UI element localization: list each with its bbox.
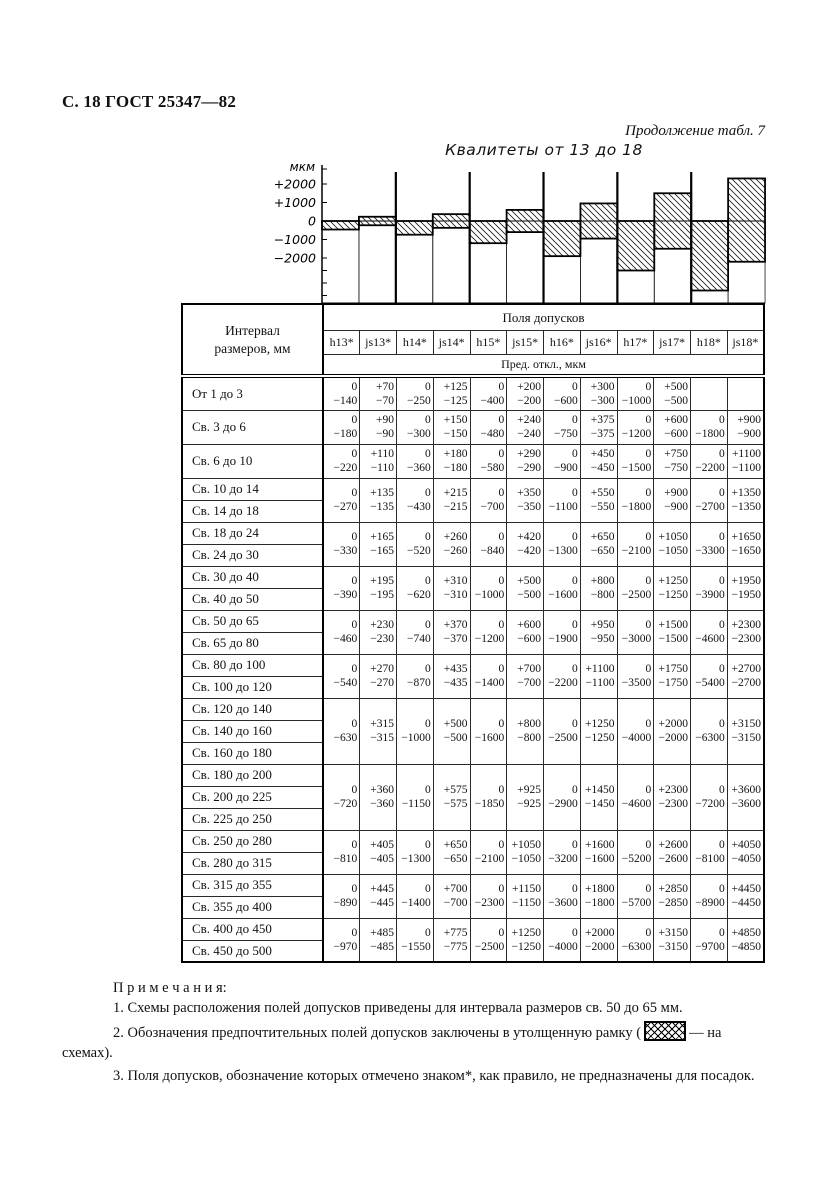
interval-cell: Св. 450 до 500 — [182, 940, 323, 962]
tolerance-zones-chart — [260, 157, 768, 307]
value-cell-h15: 0 −1200 — [470, 610, 507, 654]
tolerance-zone-js18 — [728, 178, 765, 261]
value-cell-h15: 0 −2300 — [470, 874, 507, 918]
interval-cell: Св. 18 до 24 — [182, 522, 323, 544]
value-cell-h13: 0 −180 — [323, 410, 360, 444]
field-column-h13 — [322, 230, 359, 303]
tolerance-table — [181, 303, 765, 963]
value-cell-h18: 0 −2700 — [691, 478, 728, 522]
value-cell-h15: 0 −2500 — [470, 918, 507, 962]
table-row — [182, 478, 764, 500]
y-tick-label: +2000 — [273, 176, 316, 192]
value-cell-h17: 0 −1500 — [617, 444, 654, 478]
value-cell-js15: +600 −600 — [507, 610, 544, 654]
value-cell-js17: +1500 −1500 — [654, 610, 691, 654]
value-cell-js16: +375 −375 — [580, 410, 617, 444]
notes-section — [62, 978, 768, 1089]
crosshatch-frame-symbol — [644, 1021, 686, 1041]
value-cell-h17: 0 −3500 — [617, 654, 654, 698]
value-cell-h16: 0 −1900 — [544, 610, 581, 654]
fields-group-header: Поля допусков — [323, 304, 764, 331]
interval-cell: Св. 225 до 250 — [182, 808, 323, 830]
value-cell-h17: 0 −4600 — [617, 764, 654, 830]
value-cell-h18: 0 −8900 — [691, 874, 728, 918]
column-header-h16: h16* — [544, 331, 581, 355]
value-cell-h18: 0 −5400 — [691, 654, 728, 698]
field-column-h18 — [691, 291, 728, 304]
value-cell-h15: 0 −1600 — [470, 698, 507, 764]
value-cell-h13: 0 −330 — [323, 522, 360, 566]
value-cell-h16: 0 −2200 — [544, 654, 581, 698]
column-header-h18: h18* — [691, 331, 728, 355]
value-cell-js18: +2700 −2700 — [727, 654, 764, 698]
value-cell-h13: 0 −890 — [323, 874, 360, 918]
value-cell-js16: +1450 −1450 — [580, 764, 617, 830]
value-cell-js13: +445 −445 — [360, 874, 397, 918]
value-cell-js14: +650 −650 — [433, 830, 470, 874]
value-cell-js18: +1350 −1350 — [727, 478, 764, 522]
value-cell-h18: 0 −2200 — [691, 444, 728, 478]
value-cell-h14: 0 −1550 — [397, 918, 434, 962]
value-cell-js15: +1250 −1250 — [507, 918, 544, 962]
value-cell-h13: 0 −540 — [323, 654, 360, 698]
interval-cell: Св. 24 до 30 — [182, 544, 323, 566]
note-2-text-after: — на схемах). — [62, 1025, 722, 1061]
value-cell-js14: +260 −260 — [433, 522, 470, 566]
value-cell-h17: 0 −1200 — [617, 410, 654, 444]
value-cell-js15: +200 −200 — [507, 376, 544, 410]
note-2 — [62, 1021, 768, 1063]
value-cell-h18: 0 −3900 — [691, 566, 728, 610]
value-cell-h14: 0 −430 — [397, 478, 434, 522]
value-cell-js16: +1600 −1600 — [580, 830, 617, 874]
column-header-h13: h13* — [323, 331, 360, 355]
value-cell-js14: +180 −180 — [433, 444, 470, 478]
y-axis-unit: мкм — [289, 160, 315, 174]
interval-cell: Св. 200 до 225 — [182, 786, 323, 808]
interval-cell: Св. 40 до 50 — [182, 588, 323, 610]
value-cell-h14: 0 −1150 — [397, 764, 434, 830]
value-cell-js14: +215 −215 — [433, 478, 470, 522]
tolerance-zone-js14 — [433, 214, 470, 228]
value-cell-js15: +240 −240 — [507, 410, 544, 444]
value-cell-js16: +300 −300 — [580, 376, 617, 410]
value-cell-h13: 0 −390 — [323, 566, 360, 610]
value-cell-h13: 0 −970 — [323, 918, 360, 962]
value-cell-h13: 0 −720 — [323, 764, 360, 830]
value-cell-h16: 0 −750 — [544, 410, 581, 444]
value-cell-js13: +360 −360 — [360, 764, 397, 830]
value-cell-h18: 0 −7200 — [691, 764, 728, 830]
value-cell-h16: 0 −4000 — [544, 918, 581, 962]
interval-cell: Св. 160 до 180 — [182, 742, 323, 764]
value-cell-js13: +195 −195 — [360, 566, 397, 610]
value-cell-h15: 0 −1000 — [470, 566, 507, 610]
value-cell-h18: 0 −9700 — [691, 918, 728, 962]
value-cell-js14: +370 −370 — [433, 610, 470, 654]
value-cell-h15: 0 −580 — [470, 444, 507, 478]
field-column-js13 — [359, 225, 396, 303]
value-cell-h14: 0 −620 — [397, 566, 434, 610]
value-cell-h17: 0 −4000 — [617, 698, 654, 764]
value-cell-js13: +270 −270 — [360, 654, 397, 698]
interval-cell: Св. 14 до 18 — [182, 500, 323, 522]
table-row — [182, 874, 764, 896]
interval-cell: Св. 3 до 6 — [182, 410, 323, 444]
value-cell-js16: +650 −650 — [580, 522, 617, 566]
value-cell-js15: +420 −420 — [507, 522, 544, 566]
table-row — [182, 566, 764, 588]
tolerance-zone-h13 — [322, 221, 359, 230]
table-row — [182, 610, 764, 632]
tolerance-zone-h18 — [691, 221, 728, 291]
value-cell-h13: 0 −270 — [323, 478, 360, 522]
interval-cell: Св. 250 до 280 — [182, 830, 323, 852]
interval-cell: Св. 50 до 65 — [182, 610, 323, 632]
field-column-js15 — [507, 232, 544, 303]
value-cell-js17: +1050 −1050 — [654, 522, 691, 566]
field-column-js14 — [433, 228, 470, 303]
value-cell-h13: 0 −630 — [323, 698, 360, 764]
column-header-js13: js13* — [360, 331, 397, 355]
value-cell-h16: 0 −3200 — [544, 830, 581, 874]
column-header-js14: js14* — [433, 331, 470, 355]
value-cell-h14: 0 −740 — [397, 610, 434, 654]
value-cell-js13: +135 −135 — [360, 478, 397, 522]
value-cell-js17: +750 −750 — [654, 444, 691, 478]
field-column-js18 — [728, 262, 765, 303]
notes-heading: П р и м е ч а н и я: — [113, 980, 227, 996]
value-cell-js15: +350 −350 — [507, 478, 544, 522]
value-cell-h18: 0 −6300 — [691, 698, 728, 764]
value-cell-h17: 0 −5700 — [617, 874, 654, 918]
note-2-text-before: 2. Обозначения предпочтительных полей допусков заключены в утолщенную рамку ( — [113, 1025, 642, 1041]
value-cell-js15: +1150 −1150 — [507, 874, 544, 918]
value-cell-h16: 0 −1100 — [544, 478, 581, 522]
field-column-js17 — [654, 249, 691, 303]
value-cell-h15: 0 −480 — [470, 410, 507, 444]
table-continuation-label: Продолжение табл. 7 — [625, 123, 765, 139]
value-cell-js15: +290 −290 — [507, 444, 544, 478]
value-cell-js16: +950 −950 — [580, 610, 617, 654]
interval-cell: Св. 315 до 355 — [182, 874, 323, 896]
table-row — [182, 376, 764, 410]
value-cell-h17: 0 −3000 — [617, 610, 654, 654]
interval-cell: Св. 65 до 80 — [182, 632, 323, 654]
value-cell-js14: +500 −500 — [433, 698, 470, 764]
value-cell-h13: 0 −220 — [323, 444, 360, 478]
value-cell-js16: +550 −550 — [580, 478, 617, 522]
value-cell-js17: +1750 −1750 — [654, 654, 691, 698]
value-cell-js18: +3150 −3150 — [727, 698, 764, 764]
value-cell-js18: +1950 −1950 — [727, 566, 764, 610]
value-cell-js13: +405 −405 — [360, 830, 397, 874]
value-cell-js18: +4450 −4450 — [727, 874, 764, 918]
value-cell-h16: 0 −600 — [544, 376, 581, 410]
interval-cell: Св. 10 до 14 — [182, 478, 323, 500]
value-cell-js13: +315 −315 — [360, 698, 397, 764]
note-1: 1. Схемы расположения полей допусков приведены для интервала размеров св. 50 до 65 мм. — [113, 1000, 683, 1016]
interval-cell: Св. 355 до 400 — [182, 896, 323, 918]
value-cell-h17: 0 −1800 — [617, 478, 654, 522]
tolerance-zone-js17 — [654, 193, 691, 249]
value-cell-js15: +700 −700 — [507, 654, 544, 698]
value-cell-h15: 0 −700 — [470, 478, 507, 522]
value-cell-js17: +2300 −2300 — [654, 764, 691, 830]
value-cell-h18: 0 −8100 — [691, 830, 728, 874]
value-cell-js15: +500 −500 — [507, 566, 544, 610]
interval-cell: Св. 120 до 140 — [182, 698, 323, 720]
value-cell-js18: +3600 −3600 — [727, 764, 764, 830]
table-row — [182, 764, 764, 786]
y-tick-label: −2000 — [273, 250, 316, 266]
page-header-ref: С. 18 ГОСТ 25347—82 — [62, 92, 237, 111]
value-cell-js14: +575 −575 — [433, 764, 470, 830]
tolerance-zone-js15 — [507, 210, 544, 232]
deviation-units-header: Пред. откл., мкм — [323, 355, 764, 377]
value-cell-h17: 0 −1000 — [617, 376, 654, 410]
value-cell-h16: 0 −1300 — [544, 522, 581, 566]
value-cell-h14: 0 −1400 — [397, 874, 434, 918]
table-row — [182, 830, 764, 852]
value-cell-h18: 0 −1800 — [691, 410, 728, 444]
value-cell-h13: 0 −810 — [323, 830, 360, 874]
value-cell-h17: 0 −5200 — [617, 830, 654, 874]
interval-cell: От 1 до 3 — [182, 376, 323, 410]
value-cell-js15: +1050 −1050 — [507, 830, 544, 874]
value-cell-h17: 0 −6300 — [617, 918, 654, 962]
value-cell-js13: +485 −485 — [360, 918, 397, 962]
value-cell-h14: 0 −360 — [397, 444, 434, 478]
table-row — [182, 522, 764, 544]
value-cell-h15: 0 −1850 — [470, 764, 507, 830]
table-row — [182, 444, 764, 478]
value-cell-js14: +310 −310 — [433, 566, 470, 610]
column-header-h14: h14* — [397, 331, 434, 355]
value-cell-js18: +4850 −4850 — [727, 918, 764, 962]
value-cell-js13: +230 −230 — [360, 610, 397, 654]
value-cell-h14: 0 −250 — [397, 376, 434, 410]
y-tick-label: 0 — [308, 213, 316, 229]
interval-cell: Св. 6 до 10 — [182, 444, 323, 478]
value-cell-h14: 0 −300 — [397, 410, 434, 444]
column-header-js15: js15* — [507, 331, 544, 355]
field-column-h14 — [396, 235, 433, 303]
value-cell-js13: +165 −165 — [360, 522, 397, 566]
value-cell-js16: +1250 −1250 — [580, 698, 617, 764]
tolerance-zone-h16 — [544, 221, 581, 256]
value-cell-js18 — [727, 376, 764, 410]
interval-cell: Св. 30 до 40 — [182, 566, 323, 588]
field-column-h15 — [470, 243, 507, 303]
interval-cell: Св. 180 до 200 — [182, 764, 323, 786]
tolerance-zone-js13 — [359, 217, 396, 226]
value-cell-js14: +435 −435 — [433, 654, 470, 698]
value-cell-js14: +775 −775 — [433, 918, 470, 962]
field-column-js16 — [580, 239, 617, 303]
value-cell-js17: +3150 −3150 — [654, 918, 691, 962]
value-cell-h16: 0 −900 — [544, 444, 581, 478]
value-cell-h18: 0 −3300 — [691, 522, 728, 566]
value-cell-h14: 0 −1300 — [397, 830, 434, 874]
tolerance-zone-h14 — [396, 221, 433, 235]
value-cell-h17: 0 −2500 — [617, 566, 654, 610]
value-cell-h18 — [691, 376, 728, 410]
column-header-h15: h15* — [470, 331, 507, 355]
value-cell-h15: 0 −1400 — [470, 654, 507, 698]
value-cell-js17: +900 −900 — [654, 478, 691, 522]
value-cell-js14: +700 −700 — [433, 874, 470, 918]
value-cell-js18: +900 −900 — [727, 410, 764, 444]
value-cell-js16: +1100 −1100 — [580, 654, 617, 698]
table-row — [182, 410, 764, 444]
chart-title: Квалитеты от 13 до 18 — [445, 141, 643, 159]
value-cell-js18: +1650 −1650 — [727, 522, 764, 566]
value-cell-js18: +2300 −2300 — [727, 610, 764, 654]
value-cell-js14: +150 −150 — [433, 410, 470, 444]
value-cell-h16: 0 −1600 — [544, 566, 581, 610]
value-cell-h16: 0 −3600 — [544, 874, 581, 918]
value-cell-js16: +2000 −2000 — [580, 918, 617, 962]
column-header-js16: js16* — [580, 331, 617, 355]
interval-cell: Св. 400 до 450 — [182, 918, 323, 940]
value-cell-js16: +1800 −1800 — [580, 874, 617, 918]
value-cell-h13: 0 −460 — [323, 610, 360, 654]
value-cell-js15: +925 −925 — [507, 764, 544, 830]
value-cell-h13: 0 −140 — [323, 376, 360, 410]
interval-cell: Св. 80 до 100 — [182, 654, 323, 676]
value-cell-js15: +800 −800 — [507, 698, 544, 764]
column-header-js18: js18* — [727, 331, 764, 355]
value-cell-h14: 0 −520 — [397, 522, 434, 566]
interval-column-header: Интервал размеров, мм — [182, 304, 323, 376]
value-cell-h16: 0 −2500 — [544, 698, 581, 764]
value-cell-js18: +1100 −1100 — [727, 444, 764, 478]
value-cell-h14: 0 −870 — [397, 654, 434, 698]
field-column-h17 — [617, 271, 654, 304]
column-header-h17: h17* — [617, 331, 654, 355]
value-cell-h18: 0 −4600 — [691, 610, 728, 654]
value-cell-h17: 0 −2100 — [617, 522, 654, 566]
column-header-js17: js17* — [654, 331, 691, 355]
value-cell-js17: +2600 −2600 — [654, 830, 691, 874]
note-3: 3. Поля допусков, обозначение которых отмечено знаком*, как правило, не предназначены для посадок. — [113, 1068, 755, 1084]
value-cell-js16: +800 −800 — [580, 566, 617, 610]
value-cell-h15: 0 −400 — [470, 376, 507, 410]
y-tick-label: +1000 — [273, 195, 316, 210]
field-column-h16 — [544, 256, 581, 303]
value-cell-js18: +4050 −4050 — [727, 830, 764, 874]
value-cell-js13: +110 −110 — [360, 444, 397, 478]
value-cell-js17: +600 −600 — [654, 410, 691, 444]
y-tick-label: −1000 — [273, 232, 316, 247]
value-cell-js17: +2000 −2000 — [654, 698, 691, 764]
table-row — [182, 654, 764, 676]
interval-cell: Св. 100 до 120 — [182, 676, 323, 698]
tolerance-zone-h15 — [470, 221, 507, 243]
value-cell-js14: +125 −125 — [433, 376, 470, 410]
value-cell-h14: 0 −1000 — [397, 698, 434, 764]
value-cell-js17: +500 −500 — [654, 376, 691, 410]
interval-cell: Св. 140 до 160 — [182, 720, 323, 742]
value-cell-h16: 0 −2900 — [544, 764, 581, 830]
tolerance-zone-h17 — [617, 221, 654, 271]
value-cell-h15: 0 −2100 — [470, 830, 507, 874]
value-cell-js16: +450 −450 — [580, 444, 617, 478]
value-cell-js13: +90 −90 — [360, 410, 397, 444]
value-cell-js13: +70 −70 — [360, 376, 397, 410]
table-row — [182, 918, 764, 940]
value-cell-js17: +2850 −2850 — [654, 874, 691, 918]
value-cell-js17: +1250 −1250 — [654, 566, 691, 610]
tolerance-zone-js16 — [580, 203, 617, 238]
value-cell-h15: 0 −840 — [470, 522, 507, 566]
table-row — [182, 698, 764, 720]
interval-cell: Св. 280 до 315 — [182, 852, 323, 874]
